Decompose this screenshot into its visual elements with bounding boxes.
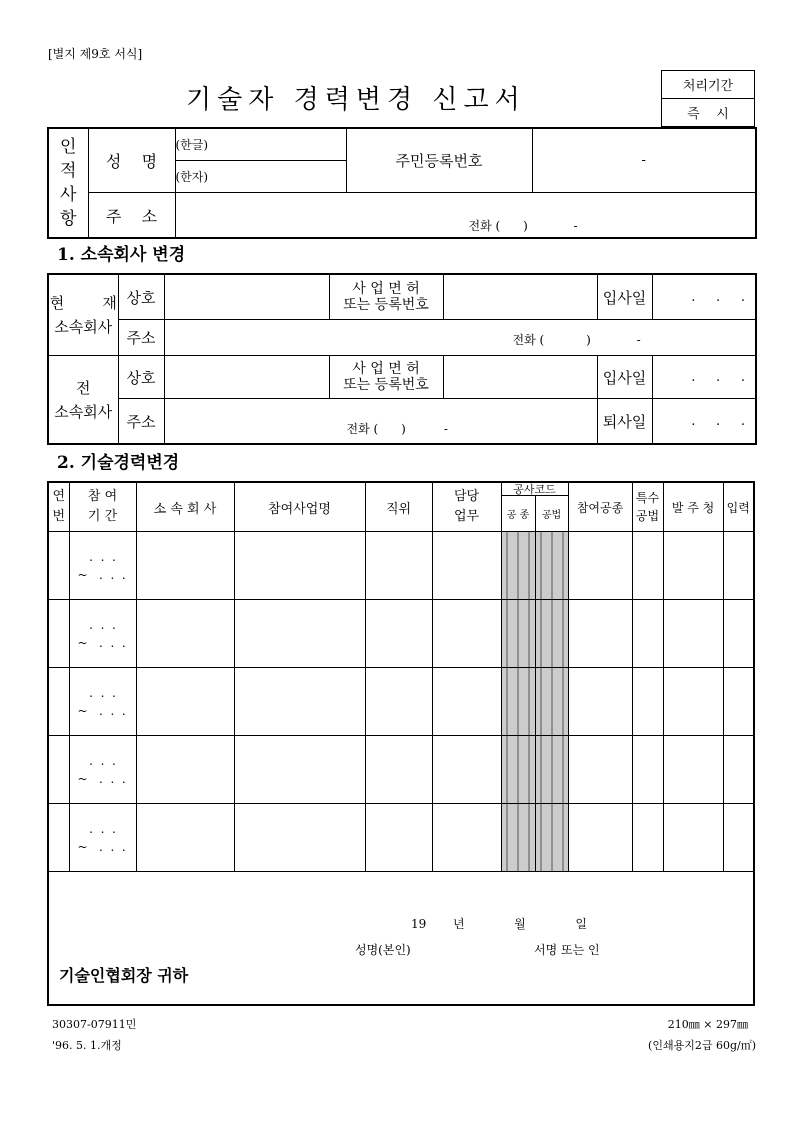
processing-value: 즉 시 xyxy=(662,99,755,127)
leave-label: 퇴사일 xyxy=(597,399,652,445)
row-position-cell[interactable] xyxy=(365,532,432,600)
form-id: [별지 제9호 서식] xyxy=(48,47,143,61)
row-work-type-cell[interactable] xyxy=(568,532,632,600)
leave-field[interactable]: . . . xyxy=(652,399,756,445)
row-no-cell[interactable] xyxy=(49,532,69,600)
license-label-1: 사 업 면 허 xyxy=(352,281,420,297)
previous-label-1: 전 xyxy=(76,378,91,397)
row-work-type-cell[interactable] xyxy=(568,804,632,872)
hangul-label: (한글) xyxy=(175,138,209,152)
row-duty-cell[interactable] xyxy=(432,804,501,872)
personal-info-table xyxy=(47,127,757,239)
period-end: ~ . . . xyxy=(77,771,126,786)
previous-company-name-label: 상호 xyxy=(118,356,164,399)
row-code-method-cell[interactable] xyxy=(535,804,568,872)
period-end: ~ . . . xyxy=(77,567,126,582)
table-row xyxy=(49,736,753,804)
previous-address-label: 주소 xyxy=(118,399,164,445)
period-start: . . . xyxy=(89,821,116,836)
row-code-method-cell[interactable] xyxy=(535,600,568,668)
signature-area xyxy=(49,876,753,1004)
career-table-frame xyxy=(47,481,755,1006)
period-start: . . . xyxy=(89,685,116,700)
header-work-type: 참여공종 xyxy=(568,483,632,532)
row-client-cell[interactable] xyxy=(663,600,723,668)
header-special: 특수공법 xyxy=(632,483,663,532)
row-duty-cell[interactable] xyxy=(432,600,501,668)
period-start: . . . xyxy=(89,617,116,632)
row-code-method-cell[interactable] xyxy=(535,532,568,600)
previous-company-name-field[interactable] xyxy=(164,356,329,399)
row-project-cell[interactable] xyxy=(234,736,365,804)
row-project-cell[interactable] xyxy=(234,532,365,600)
hanja-field[interactable] xyxy=(175,161,346,193)
section2-title: 2. 기술경력변경 xyxy=(57,453,180,473)
row-company-cell[interactable] xyxy=(136,532,234,600)
row-special-cell[interactable] xyxy=(632,532,663,600)
paper-spec: (인쇄용지2급 60g/㎡) xyxy=(648,1039,756,1052)
row-duty-cell[interactable] xyxy=(432,736,501,804)
row-duty-cell[interactable] xyxy=(432,668,501,736)
row-position-cell[interactable] xyxy=(365,804,432,872)
period-start: . . . xyxy=(89,549,116,564)
row-code-type-cell[interactable] xyxy=(501,736,535,804)
row-work-type-cell[interactable] xyxy=(568,736,632,804)
table-row xyxy=(49,532,753,600)
current-company-label xyxy=(48,274,118,356)
row-period-cell[interactable] xyxy=(69,668,136,736)
row-position-cell[interactable] xyxy=(365,668,432,736)
header-code-method: 공법 xyxy=(535,496,568,532)
current-license-label xyxy=(329,274,443,320)
current-label-1: 현 재 xyxy=(49,294,117,312)
row-project-cell[interactable] xyxy=(234,668,365,736)
name-label: 성 명 xyxy=(88,128,175,193)
row-no-cell[interactable] xyxy=(49,804,69,872)
signature-date: 19 년 월 일 xyxy=(411,917,587,931)
row-company-cell[interactable] xyxy=(136,600,234,668)
license-label-1b: 사 업 면 허 xyxy=(352,361,420,377)
row-client-cell[interactable] xyxy=(663,804,723,872)
row-no-cell[interactable] xyxy=(49,668,69,736)
row-special-cell[interactable] xyxy=(632,804,663,872)
rrn-field[interactable] xyxy=(532,128,756,193)
row-company-cell[interactable] xyxy=(136,668,234,736)
processing-box xyxy=(661,70,755,127)
row-position-cell[interactable] xyxy=(365,600,432,668)
current-phone: 전화 ( ) - xyxy=(512,333,641,347)
row-project-cell[interactable] xyxy=(234,600,365,668)
row-code-type-cell[interactable] xyxy=(501,804,535,872)
license-label-2b: 또는 등록번호 xyxy=(343,377,429,393)
row-special-cell[interactable] xyxy=(632,736,663,804)
current-license-field[interactable] xyxy=(443,274,597,320)
table-row xyxy=(49,804,753,872)
period-end: ~ . . . xyxy=(77,703,126,718)
row-code-method-cell[interactable] xyxy=(535,668,568,736)
row-input-cell[interactable] xyxy=(723,804,753,872)
previous-label-2: 소속회사 xyxy=(54,402,113,421)
row-period-cell[interactable] xyxy=(69,532,136,600)
row-client-cell[interactable] xyxy=(663,736,723,804)
hanja-label: (한자) xyxy=(175,170,209,184)
address-field[interactable] xyxy=(175,193,756,239)
address-phone: 전화 ( ) - xyxy=(468,219,578,233)
header-code: 공사코드 xyxy=(501,483,568,496)
table-row xyxy=(49,600,753,668)
header-code-type: 공 종 xyxy=(501,496,535,532)
header-project: 참여사업명 xyxy=(234,483,365,532)
row-input-cell[interactable] xyxy=(723,532,753,600)
row-period-cell[interactable] xyxy=(69,804,136,872)
table-row xyxy=(49,668,753,736)
row-code-type-cell[interactable] xyxy=(501,668,535,736)
signature-name-label: 성명(본인) xyxy=(355,943,411,957)
current-label-2: 소속회사 xyxy=(54,318,113,336)
previous-company-label xyxy=(48,356,118,445)
previous-join-field[interactable]: . . . xyxy=(652,356,756,399)
signature-sign-label: 서명 또는 인 xyxy=(534,943,600,957)
row-code-type-cell[interactable] xyxy=(501,600,535,668)
previous-phone: 전화 ( ) - xyxy=(346,422,448,436)
previous-address-field[interactable] xyxy=(164,399,597,445)
current-address-label: 주소 xyxy=(118,320,164,356)
row-no-cell[interactable] xyxy=(49,736,69,804)
row-input-cell[interactable] xyxy=(723,668,753,736)
row-special-cell[interactable] xyxy=(632,668,663,736)
header-input: 입력 xyxy=(723,483,753,532)
header-duty: 담당업무 xyxy=(432,483,501,532)
row-company-cell[interactable] xyxy=(136,736,234,804)
address-label: 주 소 xyxy=(88,193,175,239)
header-no: 연번 xyxy=(49,483,69,532)
processing-label: 처리기간 xyxy=(662,71,755,99)
row-special-cell[interactable] xyxy=(632,600,663,668)
header-period: 참 여 기 간 xyxy=(69,483,136,532)
rrn-dash: - xyxy=(641,153,646,168)
row-project-cell[interactable] xyxy=(234,804,365,872)
row-work-type-cell[interactable] xyxy=(568,600,632,668)
current-company-name-label: 상호 xyxy=(118,274,164,320)
header-position: 직위 xyxy=(365,483,432,532)
period-start: . . . xyxy=(89,753,116,768)
revision-date: '96. 5. 1.개정 xyxy=(52,1039,122,1052)
current-join-field[interactable]: . . . xyxy=(652,274,756,320)
row-client-cell[interactable] xyxy=(663,668,723,736)
header-company: 소 속 회 사 xyxy=(136,483,234,532)
header-client: 발 주 청 xyxy=(663,483,723,532)
row-code-type-cell[interactable] xyxy=(501,532,535,600)
row-no-cell[interactable] xyxy=(49,600,69,668)
row-input-cell[interactable] xyxy=(723,736,753,804)
license-label-2: 또는 등록번호 xyxy=(343,297,429,313)
row-client-cell[interactable] xyxy=(663,532,723,600)
hangul-field[interactable] xyxy=(175,128,346,161)
paper-size: 210㎜ × 297㎜ xyxy=(667,1018,748,1031)
addressee: 기술인협회장 귀하 xyxy=(59,966,189,985)
career-table xyxy=(49,483,753,872)
row-period-cell[interactable] xyxy=(69,600,136,668)
row-position-cell[interactable] xyxy=(365,736,432,804)
row-duty-cell[interactable] xyxy=(432,532,501,600)
page-title: 기술자 경력변경 신고서 xyxy=(186,85,526,115)
period-end: ~ . . . xyxy=(77,839,126,854)
company-change-table xyxy=(47,273,757,445)
current-join-label: 입사일 xyxy=(597,274,652,320)
section1-title: 1. 소속회사 변경 xyxy=(57,245,186,265)
current-address-field[interactable] xyxy=(164,320,756,356)
previous-join-label: 입사일 xyxy=(597,356,652,399)
previous-license-label xyxy=(329,356,443,399)
form-code: 30307-07911민 xyxy=(52,1018,137,1031)
current-company-name-field[interactable] xyxy=(164,274,329,320)
row-work-type-cell[interactable] xyxy=(568,668,632,736)
row-company-cell[interactable] xyxy=(136,804,234,872)
personal-section-label: 인적사항 xyxy=(48,128,88,238)
row-code-method-cell[interactable] xyxy=(535,736,568,804)
rrn-label: 주민등록번호 xyxy=(346,128,532,193)
period-end: ~ . . . xyxy=(77,635,126,650)
row-input-cell[interactable] xyxy=(723,600,753,668)
previous-license-field[interactable] xyxy=(443,356,597,399)
row-period-cell[interactable] xyxy=(69,736,136,804)
